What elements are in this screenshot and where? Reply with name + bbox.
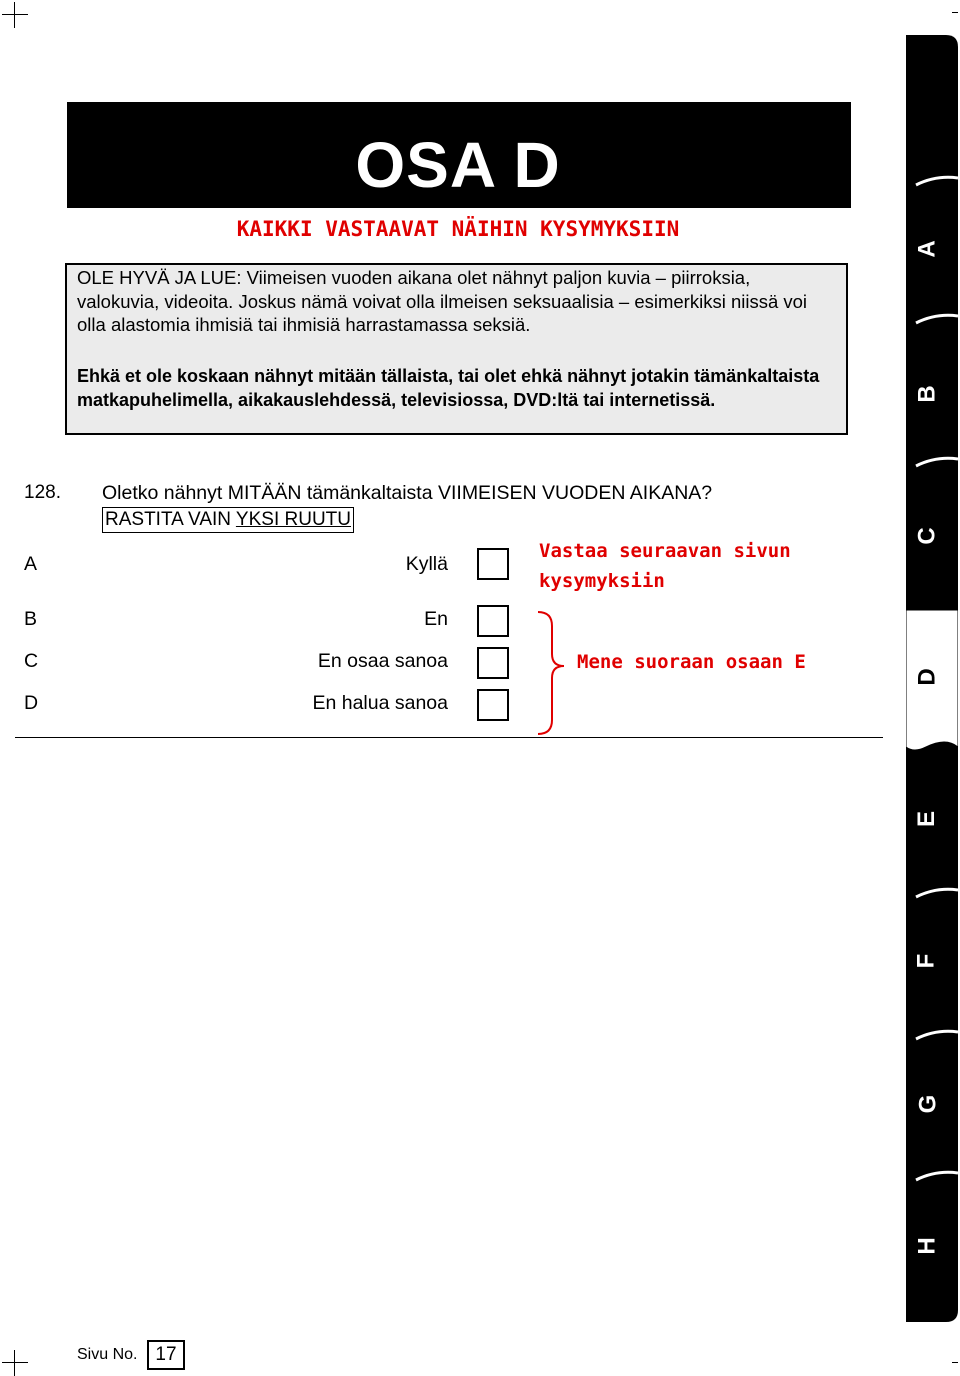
note-yes-line1: Vastaa seuraavan sivun <box>539 540 791 562</box>
tab-labels <box>906 35 958 1322</box>
checkbox-en-osaa-sanoa[interactable] <box>477 647 509 679</box>
option-label-kylla: Kyllä <box>405 553 448 575</box>
tab-b[interactable]: B <box>913 385 941 403</box>
note-skip: Mene suoraan osaan E <box>577 651 806 673</box>
checkbox-kylla[interactable] <box>477 548 509 580</box>
note-yes-line2: kysymyksiin <box>539 570 665 592</box>
info-paragraph-1: OLE HYVÄ JA LUE: Viimeisen vuoden aikana olet nähnyt paljon kuvia – piirroksia, valokuvia, videoita. Joskus nämä voivat olla ilmeisen seksuaalisia – esimerkiksi niissä voi olla alastomia ihmisiä tai ihmisiä harrastamassa seksiä. <box>77 267 808 335</box>
section-subtitle: KAIKKI VASTAAVAT NÄIHIN KYSYMYKSIIN <box>236 217 680 241</box>
tab-e[interactable]: E <box>913 810 941 828</box>
tab-c[interactable]: C <box>913 527 941 545</box>
question-number: 128. <box>24 482 61 503</box>
option-label-en-halua-sanoa: En halua sanoa <box>312 692 448 714</box>
question-instruction <box>102 507 354 533</box>
page-title: OSA D <box>355 129 561 201</box>
section-divider <box>15 737 883 738</box>
info-paragraph-2: Ehkä et ole koskaan nähnyt mitään tällaista, tai olet ehkä nähnyt jotakin tämänkaltaista matkapuhelimella, aikakauslehdessä, televisiossa, DVD:ltä tai internetissä. <box>77 366 820 410</box>
footer-page-label: Sivu No. <box>77 1346 138 1363</box>
instruction-prefix: RASTITA VAIN <box>105 509 236 530</box>
checkbox-en-halua-sanoa[interactable] <box>477 689 509 721</box>
instruction-emphasis: YKSI RUUTU <box>235 509 351 530</box>
curly-brace-icon <box>534 610 568 736</box>
option-label-en: En <box>424 608 448 630</box>
option-letter-a: A <box>24 553 38 575</box>
tab-g[interactable]: G <box>914 1094 942 1114</box>
option-letter-d: D <box>24 692 39 714</box>
tab-a[interactable]: A <box>913 240 941 258</box>
tab-h[interactable]: H <box>913 1237 941 1255</box>
option-letter-b: B <box>24 608 38 630</box>
option-letter-c: C <box>24 650 39 672</box>
page-number-box: 17 <box>147 1340 185 1370</box>
note-yes <box>539 536 791 596</box>
tab-d[interactable]: D <box>913 668 941 686</box>
tab-f[interactable]: F <box>912 953 940 969</box>
question-text: Oletko nähnyt MITÄÄN tämänkaltaista VIIMEISEN VUODEN AIKANA? <box>102 482 713 504</box>
option-label-en-osaa-sanoa: En osaa sanoa <box>317 650 448 672</box>
checkbox-en[interactable] <box>477 605 509 637</box>
